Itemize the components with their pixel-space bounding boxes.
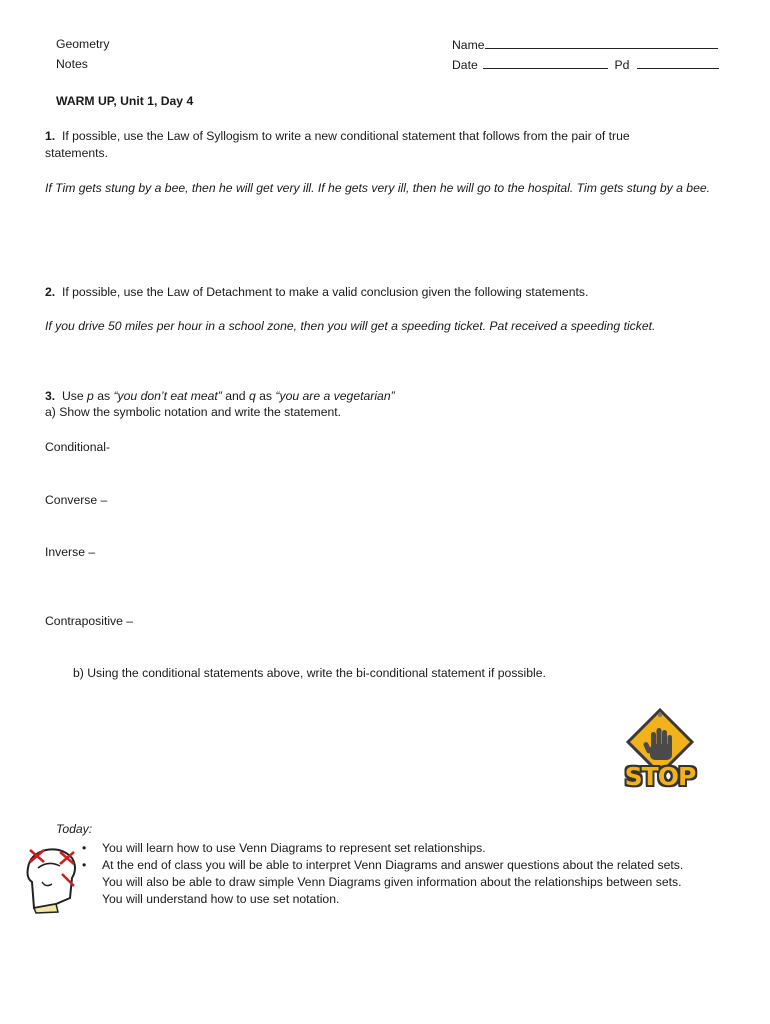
q3-p-var: p (87, 389, 94, 403)
pd-label: Pd (614, 58, 630, 72)
name-blank[interactable] (485, 37, 718, 49)
q2-prompt (45, 285, 588, 299)
q2-statement: If you drive 50 miles per hour in a school zone, then you will get a speeding ticket. Pat received a speeding ticket. (45, 319, 656, 333)
today-list (80, 840, 752, 908)
name-field[interactable] (452, 37, 718, 52)
q3-q-text: “you are a vegetarian” (275, 389, 395, 403)
chef-clipart-image (20, 838, 80, 914)
warmup-title: WARM UP, Unit 1, Day 4 (56, 94, 194, 108)
q3-as1: as (97, 389, 111, 403)
q1-prompt (45, 128, 685, 162)
date-label: Date (452, 58, 478, 72)
subject-label: Geometry (56, 37, 110, 51)
today-item: • You will learn how to use Venn Diagrams to represent set relationships. (102, 840, 752, 857)
q3-number: 3. (45, 389, 56, 403)
today-item: You will also be able to draw simple Venn Diagrams given information about the relationships between sets. (102, 875, 682, 889)
contrapositive-label: Contrapositive – (45, 614, 134, 628)
q3-part-a: a) Show the symbolic notation and write the statement. (45, 405, 342, 419)
stop-sign-image (620, 706, 700, 798)
q3-q-var: q (248, 389, 256, 403)
today-item: You will understand how to use set notation. (102, 892, 340, 906)
pd-blank[interactable] (637, 57, 719, 69)
notes-label: Notes (56, 57, 88, 71)
q1-number: 1. (45, 129, 56, 143)
date-pd-field[interactable] (452, 57, 719, 72)
chef-head-icon (20, 838, 80, 914)
q3-as2: as (259, 389, 273, 403)
q3-use: Use (61, 389, 84, 403)
conditional-label: Conditional- (45, 440, 111, 454)
q3-and: and (225, 389, 246, 403)
q2-number: 2. (45, 285, 56, 299)
today-label: Today: (56, 822, 93, 836)
name-label: Name (452, 38, 485, 52)
converse-label: Converse – (45, 493, 108, 507)
date-blank[interactable] (483, 57, 608, 69)
q3-prompt (45, 389, 395, 403)
q1-statement: If Tim gets stung by a bee, then he will get very ill. If he gets very ill, then he will go to the hospital. Tim gets stung by a bee. (45, 181, 711, 195)
q3-p-text: “you don’t eat meat” (113, 389, 222, 403)
q2-prompt-text: If possible, use the Law of Detachment to make a valid conclusion given the following statements. (61, 285, 589, 299)
q1-prompt-text: If possible, use the Law of Syllogism to write a new conditional statement that follows from the pair of true statements. (45, 129, 630, 160)
inverse-label: Inverse – (45, 545, 96, 559)
today-item: • At the end of class you will be able to interpret Venn Diagrams and answer questions about the related sets. (102, 857, 752, 874)
stop-text: STOP (624, 762, 696, 791)
q3-part-b: b) Using the conditional statements above, write the bi-conditional statement if possible. (73, 666, 546, 680)
